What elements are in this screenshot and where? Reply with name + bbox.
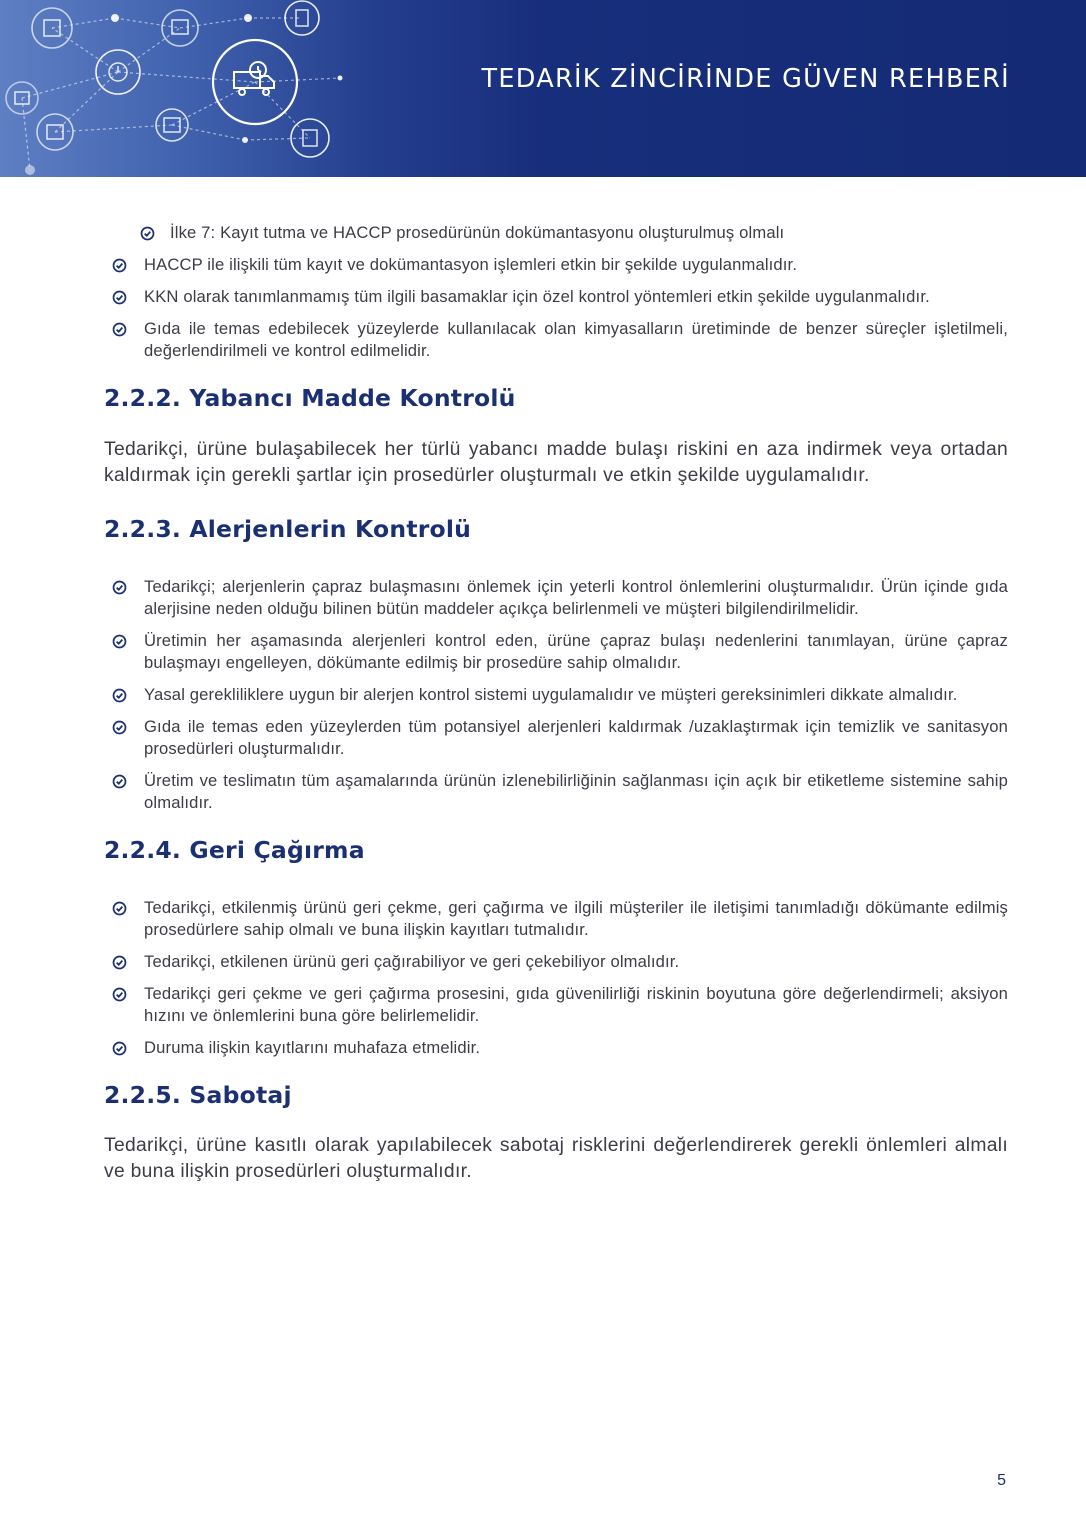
alerjen-list <box>104 576 1008 814</box>
list-item <box>104 630 1008 674</box>
list-item-text: Gıda ile temas eden yüzeylerden tüm potansiyel alerjenleri kaldırmak /uzaklaştırmak için temizlik ve sanitasyon prosedürleri oluşturmalıdır. <box>144 717 1008 758</box>
list-item-text: Yasal gerekliliklere uygun bir alerjen kontrol sistemi uygulamalıdır ve müşteri gereksinimleri dikkate almalıdır. <box>144 685 958 704</box>
section-paragraph-sabotaj: Tedarikçi, ürüne kasıtlı olarak yapılabilecek sabotaj risklerini değerlendirerek gerekli önlemleri almalı ve buna ilişkin prosedürleri oluşturmalıdır. <box>104 1135 1008 1182</box>
check-circle-icon <box>112 290 127 305</box>
list-item <box>104 222 1008 244</box>
section-heading-alerjen: 2.2.3. Alerjenlerin Kontrolü <box>104 515 472 543</box>
list-item <box>104 897 1008 941</box>
list-item-text: Üretimin her aşamasında alerjenleri kontrol eden, ürüne çapraz bulaşı nedenlerini tanımlayan, ürüne çapraz bulaşmayı engelleyen, dökümante edilmiş bir prosedüre sahip olmalıdır. <box>144 631 1008 672</box>
list-item <box>104 951 1008 973</box>
list-item-text: HACCP ile ilişkili tüm kayıt ve dokümantasyon işlemleri etkin bir şekilde uygulanmalıdır. <box>144 255 798 274</box>
haccp-list <box>104 222 1008 362</box>
list-item <box>104 684 1008 706</box>
list-item <box>104 983 1008 1027</box>
list-item-text: Tedarikçi; alerjenlerin çapraz bulaşmasını önlemek için yeterli kontrol önlemlerini oluşturmalıdır. Ürün içinde gıda alerjisine neden olduğu bilinen bütün maddeler açıkça belirlenmeli ve müşteri bilgilendirilmelidir. <box>144 577 1008 618</box>
list-item-text: Duruma ilişkin kayıtlarını muhafaza etmelidir. <box>144 1038 481 1057</box>
check-circle-icon <box>112 955 127 970</box>
list-item <box>104 770 1008 814</box>
check-circle-icon <box>112 987 127 1002</box>
geri-cagirma-list <box>104 897 1008 1059</box>
check-circle-icon <box>140 226 155 241</box>
check-circle-icon <box>112 688 127 703</box>
list-item-text: İlke 7: Kayıt tutma ve HACCP prosedürünün dokümantasyonu oluşturulmuş olmalı <box>170 223 785 242</box>
check-circle-icon <box>112 1041 127 1056</box>
list-item-text: Tedarikçi, etkilenmiş ürünü geri çekme, geri çağırma ve ilgili müşteriler ile iletişimi tanımladığı dökümante edilmiş prosedürlere sahip olmalı ve buna ilişkin kayıtları tutmalıdır. <box>144 898 1008 939</box>
check-circle-icon <box>112 901 127 916</box>
list-item-text: Tedarikçi geri çekme ve geri çağırma prosesini, gıda güvenilirliği riskinin boyutuna göre değerlendirmeli; aksiyon hızını ve önlemlerini buna göre belirlemelidir. <box>144 984 1008 1025</box>
section-heading-geri-cagirma: 2.2.4. Geri Çağırma <box>104 836 365 864</box>
section-heading-sabotaj: 2.2.5. Sabotaj <box>104 1081 292 1109</box>
list-item-text: Üretim ve teslimatın tüm aşamalarında ürünün izlenebilirliğinin sağlanması için açık bir etiketleme sistemine sahip olmalıdır. <box>144 771 1008 812</box>
list-item-text: Tedarikçi, etkilenen ürünü geri çağırabiliyor ve geri çekebiliyor olmalıdır. <box>144 952 680 971</box>
list-item <box>104 576 1008 620</box>
main-content <box>104 222 1008 1185</box>
section-heading-yabanci-madde: 2.2.2. Yabancı Madde Kontrolü <box>104 384 516 412</box>
list-item-text: Gıda ile temas edebilecek yüzeylerde kullanılacak olan kimyasalların üretiminde de benzer süreçler işletilmeli, değerlendirilmeli ve kontrol edilmelidir. <box>144 319 1008 360</box>
section-paragraph-yabanci-madde: Tedarikçi, ürüne bulaşabilecek her türlü yabancı madde bulaşı riskini en aza indirmek veya ortadan kaldırmak için gerekli şartlar için prosedürler oluşturmalı ve etkin şekilde uygulamalıdır. <box>104 439 1008 486</box>
check-circle-icon <box>112 258 127 273</box>
list-item <box>104 1037 1008 1059</box>
check-circle-icon <box>112 322 127 337</box>
check-circle-icon <box>112 720 127 735</box>
check-circle-icon <box>112 774 127 789</box>
list-item <box>104 286 1008 308</box>
list-item-text: KKN olarak tanımlanmamış tüm ilgili basamaklar için özel kontrol yöntemleri etkin şekilde uygulanmalıdır. <box>144 287 930 306</box>
list-item <box>104 318 1008 362</box>
check-circle-icon <box>112 634 127 649</box>
list-item <box>104 254 1008 276</box>
page-number: 5 <box>997 1472 1006 1489</box>
check-circle-icon <box>112 580 127 595</box>
document-title: TEDARİK ZİNCİRİNDE GÜVEN REHBERİ <box>481 64 1010 94</box>
header-banner <box>0 0 1086 177</box>
list-item <box>104 716 1008 760</box>
supply-chain-network-illustration <box>0 0 400 177</box>
